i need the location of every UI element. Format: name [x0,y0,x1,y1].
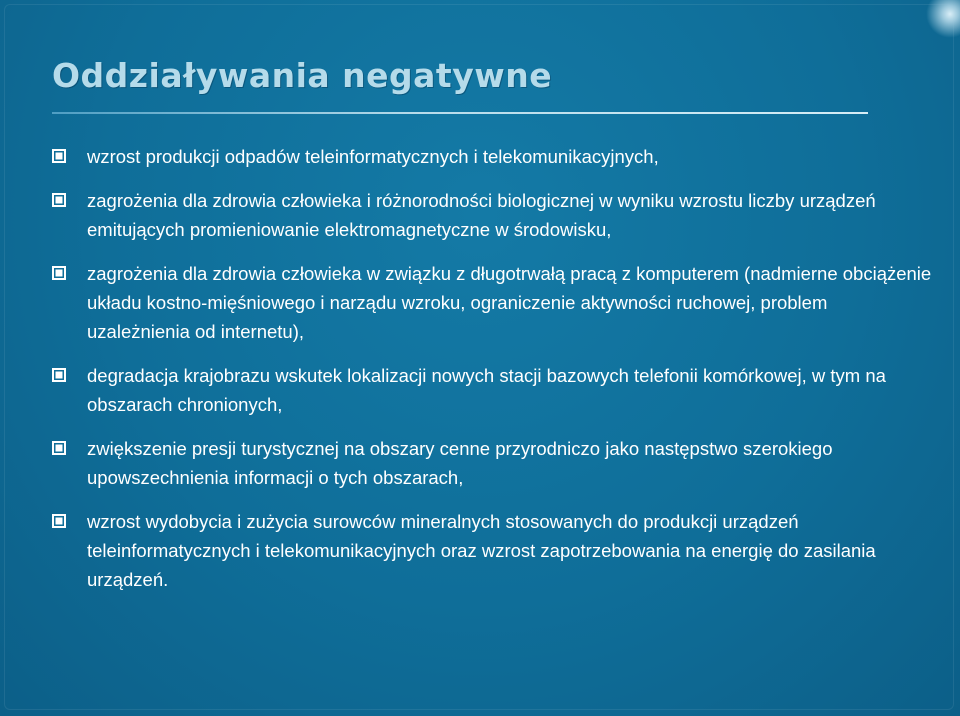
bullet-text: wzrost wydobycia i zużycia surowców mineralnych stosowanych do produkcji urządzeń teleinformatycznych i telekomunikacyjnych oraz wzrost zapotrzebowania na energię do zasilania urządzeń. [87,511,876,590]
bullet-text: zagrożenia dla zdrowia człowieka i różnorodności biologicznej w wyniku wzrostu liczby urządzeń emitujących promieniowanie elektromagnetyczne w środowisku, [87,190,876,240]
slide-title: Oddziaływania negatywne [52,56,553,95]
bullet-text: degradacja krajobrazu wskutek lokalizacji nowych stacji bazowych telefonii komórkowej, w tym na obszarach chronionych, [87,365,886,415]
bullet-item [52,186,932,244]
bullet-item [52,361,932,419]
corner-decoration [920,0,960,40]
hollow-square-bullet-icon [52,149,66,163]
bullet-text: zagrożenia dla zdrowia człowieka w związku z długotrwałą pracą z komputerem (nadmierne obciążenie układu kostno-mięśniowego i narządu wzroku, ograniczenie aktywności ruchowej, problem uzależnienia od internetu), [87,263,932,342]
bullet-item [52,507,932,594]
bullet-text: wzrost produkcji odpadów teleinformatycznych i telekomunikacyjnych, [87,146,659,167]
bullet-item [52,142,932,171]
hollow-square-bullet-icon [52,266,66,280]
bullet-text: zwiększenie presji turystycznej na obszary cenne przyrodniczo jako następstwo szerokiego upowszechnienia informacji o tych obszarach, [87,438,833,488]
hollow-square-bullet-icon [52,368,66,382]
bullet-list [52,142,932,609]
bullet-item [52,259,932,346]
bullet-item [52,434,932,492]
hollow-square-bullet-icon [52,193,66,207]
hollow-square-bullet-icon [52,514,66,528]
hollow-square-bullet-icon [52,441,66,455]
title-underline [52,112,868,114]
